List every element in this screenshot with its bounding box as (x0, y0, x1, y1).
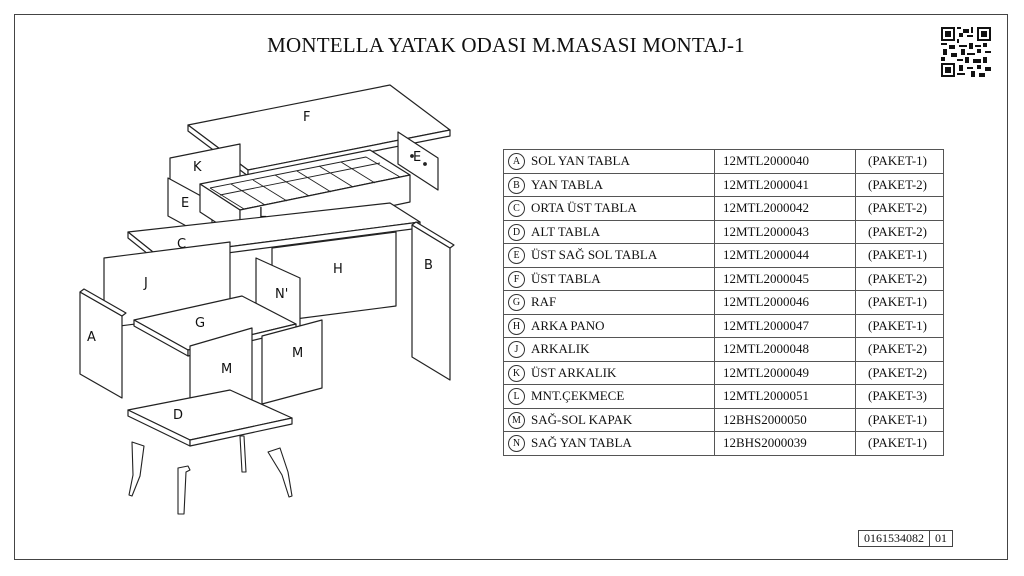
part-name-cell (504, 408, 715, 432)
part-name: SAĞ YAN TABLA (531, 435, 632, 451)
part-name: SAĞ-SOL KAPAK (531, 412, 633, 427)
part-code: 12MTL2000047 (715, 314, 856, 338)
part-package: (PAKET-1) (856, 432, 944, 456)
label-b: B (424, 258, 433, 273)
part-letter-badge: C (508, 200, 525, 217)
part-package: (PAKET-1) (856, 408, 944, 432)
part-letter-badge: F (508, 271, 525, 288)
part-name-cell (504, 432, 715, 456)
part-letter-badge: G (508, 294, 525, 311)
part-code: 12MTL2000042 (715, 197, 856, 221)
part-name: ARKA PANO (531, 318, 605, 333)
part-code: 12MTL2000041 (715, 173, 856, 197)
table-row (504, 385, 944, 409)
part-package: (PAKET-2) (856, 267, 944, 291)
part-letter-badge: E (508, 247, 525, 264)
part-code: 12MTL2000044 (715, 244, 856, 268)
table-row (504, 150, 944, 174)
part-name: ORTA ÜST TABLA (531, 200, 637, 216)
part-name-cell (504, 291, 715, 315)
part-package: (PAKET-1) (856, 244, 944, 268)
label-h: H (333, 262, 343, 277)
label-n: N' (275, 287, 289, 302)
page-number: 01 (930, 531, 953, 547)
part-name-cell (504, 267, 715, 291)
part-code: 12MTL2000049 (715, 361, 856, 385)
part-package: (PAKET-3) (856, 385, 944, 409)
label-m-right: M (292, 346, 304, 361)
label-g: G (195, 316, 206, 331)
label-f: F (303, 110, 311, 125)
part-name-cell (504, 173, 715, 197)
table-row (504, 173, 944, 197)
qr-code-icon (941, 27, 991, 77)
part-letter-badge: H (508, 318, 525, 335)
table-row (504, 408, 944, 432)
part-letter-badge: D (508, 224, 525, 241)
label-c: C (177, 237, 187, 252)
label-l: L (259, 206, 267, 221)
part-name-cell (504, 385, 715, 409)
label-d: D (173, 408, 184, 423)
table-row (504, 267, 944, 291)
table-row (504, 432, 944, 456)
part-name: ALT TABLA (531, 224, 601, 239)
part-package: (PAKET-2) (856, 173, 944, 197)
part-letter-badge: A (508, 153, 525, 170)
part-code: 12MTL2000048 (715, 338, 856, 362)
part-name-cell (504, 338, 715, 362)
label-e-left: E (181, 196, 190, 211)
part-package: (PAKET-2) (856, 338, 944, 362)
part-letter-badge: L (508, 388, 525, 405)
part-name-cell (504, 150, 715, 174)
panel-b (412, 225, 450, 380)
part-code: 12BHS2000050 (715, 408, 856, 432)
label-e-right: E (413, 150, 422, 165)
table-row (504, 291, 944, 315)
document-number: 0161534082 (859, 531, 930, 547)
part-code: 12MTL2000046 (715, 291, 856, 315)
part-letter-badge: J (508, 341, 525, 358)
part-name: MNT.ÇEKMECE (531, 388, 625, 404)
part-package: (PAKET-2) (856, 220, 944, 244)
part-name: YAN TABLA (531, 177, 604, 192)
part-code: 12MTL2000045 (715, 267, 856, 291)
part-letter-badge: B (508, 177, 525, 194)
part-name: ÜST ARKALIK (531, 365, 617, 380)
part-package: (PAKET-1) (856, 150, 944, 174)
part-name-cell (504, 244, 715, 268)
part-name-cell (504, 220, 715, 244)
table-row (504, 220, 944, 244)
part-name: ÜST SAĞ SOL TABLA (531, 247, 658, 263)
part-name: ÜST TABLA (531, 271, 601, 286)
footer-box (858, 530, 953, 547)
part-name-cell (504, 361, 715, 385)
table-row (504, 197, 944, 221)
table-row (504, 244, 944, 268)
part-package: (PAKET-2) (856, 197, 944, 221)
part-code: 12BHS2000039 (715, 432, 856, 456)
part-package: (PAKET-1) (856, 314, 944, 338)
table-row (504, 314, 944, 338)
assembly-drawing (60, 80, 480, 540)
label-j: J (144, 276, 148, 291)
part-name-cell (504, 197, 715, 221)
legs (129, 436, 292, 514)
table-row (504, 338, 944, 362)
page-title: MONTELLA YATAK ODASI M.MASASI MONTAJ-1 (267, 33, 745, 57)
part-name: ARKALIK (531, 341, 590, 357)
label-a: A (87, 330, 96, 345)
table-row (504, 361, 944, 385)
part-name: RAF (531, 294, 557, 310)
part-package: (PAKET-2) (856, 361, 944, 385)
part-code: 12MTL2000043 (715, 220, 856, 244)
part-name-cell (504, 314, 715, 338)
part-code: 12MTL2000051 (715, 385, 856, 409)
part-code: 12MTL2000040 (715, 150, 856, 174)
label-m-left: M (221, 362, 233, 377)
part-name: SOL YAN TABLA (531, 153, 630, 169)
part-letter-badge: N (508, 435, 525, 452)
parts-table (503, 149, 944, 456)
part-package: (PAKET-1) (856, 291, 944, 315)
part-letter-badge: K (508, 365, 525, 382)
label-k: K (193, 160, 202, 175)
part-letter-badge: M (508, 412, 525, 429)
